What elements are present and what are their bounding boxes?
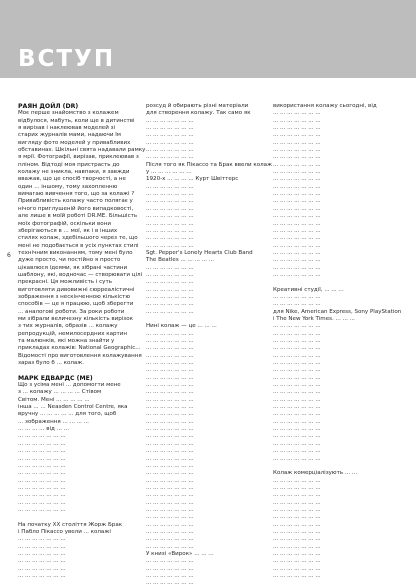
text-line: ... ... ... ... ... ... ...	[18, 550, 66, 557]
section-heading: МАРК ЕДВАРДС (ME)	[18, 374, 93, 382]
text-line: ... ... ... ... ... ... ...	[146, 301, 194, 308]
text-line: ... ... ... ... ... ... ...	[146, 286, 194, 293]
text-line: і Пабло Пікассо увели ... колажі	[18, 528, 111, 535]
text-line: зараз було б ... колаж.	[18, 360, 85, 367]
text-line: 1920-х ... ... ... ... Курт Швіттерс	[146, 176, 239, 183]
text-line: ... ... ... ... ... ... ...	[146, 279, 194, 286]
text-line: ... ... ... ... ... ... ...	[273, 367, 321, 374]
text-line: ... ... ... ... ... ... ...	[18, 448, 66, 455]
text-line: ... ... ... ... ... ... ...	[146, 499, 194, 506]
text-line: ... ... ... ... ... ... ...	[146, 308, 194, 315]
text-line: ... ... ... ... ... ... ...	[146, 367, 194, 374]
text-line: ... ... ... ... ... ... ...	[273, 389, 321, 396]
text-line: ... ... ... ... ... ... ...	[273, 440, 321, 447]
text-line: ... ... ... ... ... ... ...	[273, 183, 321, 190]
text-line: прикладах колажів: National Geographic...	[18, 345, 141, 352]
text-line: ... ... ... ... ... ... ...	[146, 411, 194, 418]
text-line: ... ... ... ... ... ... ...	[273, 249, 321, 256]
text-line: ... ... ... ... ... ... ...	[273, 514, 321, 521]
text-line: ... ... ... ... ... ... ...	[273, 235, 321, 242]
text-line: дуже просто, чи постійно я просто	[18, 257, 121, 264]
text-line: ... ... ... ... ... ... ...	[146, 536, 194, 543]
text-line: ... ... ... ... ... ... ...	[273, 550, 321, 557]
text-line: зберігаються в ... мої, як і в інших	[18, 227, 118, 234]
text-line: ... ... ... ... ... ... ...	[273, 521, 321, 528]
paragraph-gap	[273, 279, 383, 286]
text-line: ... ... ... ... ... ... ...	[146, 558, 194, 565]
text-line: ... ... ... ... ... ... ...	[146, 528, 194, 535]
text-line: ... ... ... ... ... ... ...	[146, 330, 194, 337]
text-line: ... ... ... ... ... ... ...	[273, 338, 321, 344]
text-line: способів — це я працюю, щоб зберегти	[18, 301, 134, 308]
paragraph-gap	[18, 367, 128, 374]
text-line: і The New York Times. ... ... ...	[273, 315, 355, 322]
text-line: ... ... ... ... ... ... ...	[18, 470, 66, 477]
page-header-band	[0, 0, 416, 78]
text-line: ... ... ... ... ... ... ...	[18, 455, 66, 462]
text-line: але лише в моїй роботі DR.ME. Більшість	[18, 213, 138, 220]
text-line: ... ... ... ... ... ... ...	[146, 455, 194, 462]
section-heading: РАЯН ДОЙЛ (DR)	[18, 103, 79, 110]
text-line: ... ... ... ... ... ... ...	[146, 404, 194, 411]
text-line: Колаж комерціалізують ... ...	[273, 470, 358, 477]
text-line: На початку XX століття Жорж Брак	[18, 521, 123, 528]
text-line: The Beatles ... ... ... ... ...	[146, 257, 214, 264]
text-line: ... ... ... ... ... ... ...	[273, 242, 321, 249]
text-line: ... ... ... ... ... ... ...	[273, 382, 321, 389]
text-line: Після того як Пікассо та Брак ввели колаж	[146, 161, 273, 168]
text-line: ... ... ... ... ... ... ...	[273, 455, 321, 462]
text-line: ... ... ... ... ... ... ...	[146, 213, 194, 220]
text-line: ... ... ... ... ... ... ...	[273, 360, 321, 367]
text-line: Світом. Мені ... ... ... ... ...	[18, 396, 90, 403]
text-line: колажу не зникла, навпаки, я завжди	[18, 169, 130, 176]
text-line: ... ... ... ... ... ... ...	[146, 139, 194, 146]
text-line: ... ... ... ... ... ... ...	[273, 528, 321, 535]
text-line: ... ... ... ... ... ... ...	[273, 110, 321, 117]
text-line: використання колажу сьогодні, від	[273, 103, 377, 109]
text-line: Відомості про виготовлення колажування	[18, 352, 142, 359]
text-line: ... ... ... ... ... ... ...	[273, 147, 321, 154]
text-line: з тих журналів, образів ... колажу	[18, 323, 118, 330]
text-line: ... ... ... ... ... ... ...	[273, 448, 321, 455]
text-line: ми зібрали величезну кількість вирізок	[18, 315, 133, 322]
text-line: ... ... ... ... ... ... ...	[273, 293, 321, 300]
text-line: ... ... ... ... ... ... ...	[146, 521, 194, 528]
text-line: прекрасні. Ця можливість і суть	[18, 279, 112, 286]
text-line: з ... колажу ... ... ... ... Стівом	[18, 389, 102, 396]
page-title: ВСТУП	[18, 46, 116, 72]
text-line: ... ... ... ... ... ... ...	[273, 492, 321, 499]
text-line: У книзі «Вирок» ... ... ...	[146, 550, 214, 557]
text-column-3	[273, 103, 402, 580]
text-line: інша ... ... Neasden Control Centre, яка	[18, 404, 128, 411]
text-line: ... ... ... ... ... ... ...	[146, 220, 194, 227]
text-line: Що з усіма мені ... допомогти мене	[18, 382, 121, 389]
text-line: стилях колаж, здебільшого через те, що	[18, 235, 138, 242]
text-line: ... ... ... ... ... ... ...	[146, 154, 194, 161]
text-line: ... ... ... ... ... ... ...	[18, 499, 66, 506]
text-line: ... ... ... ... ... ... ...	[146, 462, 194, 469]
text-line: моїх фотографій, оскільки вони	[18, 220, 111, 227]
text-line: ... ... ... ... ... ... ...	[273, 477, 321, 484]
text-line: вигляду фото моделей у привабливих	[18, 139, 131, 146]
page-number: 6	[7, 252, 11, 259]
text-line: технічним виконанням, тому мені було	[18, 249, 133, 256]
text-line: нічого приглушеній його випадковості,	[18, 205, 134, 212]
paragraph-gap	[273, 463, 383, 470]
text-line: розсуд й обирають різні матеріали	[146, 103, 249, 109]
text-line: ... ... ... ... ... ... ...	[18, 536, 66, 543]
text-line: ... ... ... ... ... ... ...	[273, 301, 321, 308]
text-line: ... ... ... ... ... ... ...	[273, 139, 321, 146]
text-line: вручну ... ... ... ... ... для того, щоб	[18, 411, 117, 418]
text-line: ... ... ... ... ... ... ...	[273, 374, 321, 381]
text-line: ... ... ... ... ... ... ...	[146, 374, 194, 381]
text-line: ... ... ... ... ... ... ...	[146, 382, 194, 389]
text-line: ... ... ... ... ... ... ...	[146, 492, 194, 499]
text-line: ... ... ... ... ... ... ...	[146, 506, 194, 513]
text-line: ... ... ... ... ... ... ...	[146, 117, 194, 124]
text-line: ... ... ... ... ... ... ...	[18, 558, 66, 565]
text-line: вважав, що це спосіб творчості, а не	[18, 176, 126, 183]
text-line: ... ... ... ... ... ... ...	[146, 345, 194, 352]
text-line: ... ... ... ... ... ... ...	[18, 477, 66, 484]
text-line: ... ... ... ... ... ... ...	[146, 426, 194, 433]
text-line: ... ... ... ... ... ... ...	[273, 411, 321, 418]
text-line: ... ... ... ... ... ... ...	[146, 573, 194, 579]
text-line: ... ... ... ... ... ... ...	[273, 191, 321, 198]
text-line: ... ... ... ... ... ... ...	[146, 433, 194, 440]
text-line: ... ... ... ... ... ... ...	[273, 345, 321, 352]
text-line: ... ... ... ... ... ... ...	[273, 426, 321, 433]
text-line: виготовляти дивовижні сюрреалістичні	[18, 286, 135, 293]
text-line: ... ... ... ... ... ... ...	[273, 330, 321, 337]
text-line: ... ... ... ... ... ... ...	[273, 352, 321, 359]
text-line: ... ... ... ... ... ... ...	[273, 264, 321, 271]
text-line: ... ... ... ... ... ... ...	[273, 154, 321, 161]
text-line: Нині колаж — це ... ... ...	[146, 323, 217, 330]
text-line: відбулося, мабуть, коли ще в дитинстві	[18, 117, 135, 124]
text-line: ... ... ... ... ... ... ...	[146, 205, 194, 212]
text-line: ... ... ... ... ... ... ...	[146, 360, 194, 367]
text-line: ... ... ... ... ... ... ...	[273, 565, 321, 572]
text-line: ... ... ... ... ... ... ...	[18, 492, 66, 499]
text-line: ... ... ... ... ... ... ...	[273, 484, 321, 491]
text-line: ... зображення ... ... ... ...	[18, 418, 89, 425]
text-line: ... ... ... ... ... ... ...	[273, 161, 321, 168]
text-line: ... ... ... ... ... ... ...	[146, 389, 194, 396]
text-line: ... ... ... ... ... ... ...	[146, 565, 194, 572]
text-line: ... ... ... ... ... ... ...	[146, 477, 194, 484]
text-line: ... ... ... ... ... ... ...	[146, 352, 194, 359]
text-line: вимагаю вивчення того, що за колажі ?	[18, 191, 135, 198]
text-line: ... ... ... ... ... ... ...	[146, 448, 194, 455]
paragraph-gap	[18, 514, 128, 521]
text-line: я вирізав і наклеював моделей зі	[18, 125, 116, 132]
text-line: ... ... ... ... ... ... ...	[146, 191, 194, 198]
text-line: ... ... ... ... ... ... ...	[18, 484, 66, 491]
text-line: ... ... ... ... ... ... ...	[146, 132, 194, 139]
text-line: ... ... ... ... ... ... ...	[146, 580, 194, 587]
text-line: Привабливість колажу часто полягає у	[18, 198, 133, 205]
text-line: зображення з нескінченною кількістю	[18, 293, 131, 300]
text-line: ... ... ... ... ... ... ...	[146, 183, 194, 190]
text-line: ... аналогові роботи. За роки роботи	[18, 308, 125, 315]
text-line: ... ... ... ... ... ... ...	[273, 323, 321, 330]
text-line: ... ... ... ... ... ... ...	[273, 227, 321, 234]
text-line: я мрії. Фотографії, вирізав, приклеював з	[18, 154, 139, 161]
text-line: обставинах. Шкільні свята надавали рамку	[18, 147, 146, 154]
text-line: ... ... ... ... ... ... ...	[273, 543, 321, 550]
text-line: у ... ... ... ... ... ...	[146, 169, 192, 176]
paragraph-gap	[146, 316, 256, 323]
text-line: ... ... ... ... ... ... ...	[273, 176, 321, 183]
text-line: ... ... ... ... ... ... ...	[18, 462, 66, 469]
text-line: ... ... ... ... ... ... ...	[18, 506, 66, 513]
text-line: ... ... ... ... ... ... ...	[146, 227, 194, 234]
text-line: ... ... ... ... ... ... ...	[273, 418, 321, 425]
text-line: ... ... ... ... ... ... ...	[146, 440, 194, 447]
text-line: ... ... ... ... ... ... ...	[273, 125, 321, 132]
text-line: ... ... ... ... від ... ...	[18, 426, 69, 433]
text-line: ... ... ... ... ... ... ...	[146, 242, 194, 249]
text-line: ... ... ... ... ... ... ...	[146, 125, 194, 132]
text-line: для створення колажу. Так само як	[146, 110, 251, 117]
text-line: ... ... ... ... ... ... ...	[273, 257, 321, 264]
text-line: ... ... ... ... ... ... ...	[146, 235, 194, 242]
text-line: ... ... ... ... ... ... ...	[146, 514, 194, 521]
text-line: ... ... ... ... ... ... ...	[146, 198, 194, 205]
text-line: ... ... ... ... ... ... ...	[273, 404, 321, 411]
text-line: ... ... ... ... ... ... ...	[18, 573, 66, 579]
text-line: шаблону, які, водночас — створювати цілі	[18, 271, 143, 278]
text-line: ... ... ... ... ... ... ...	[146, 271, 194, 278]
text-line: ... ... ... ... ... ... ...	[18, 433, 66, 440]
text-line: ... ... ... ... ... ... ...	[18, 440, 66, 447]
text-line: ... ... ... ... ... ... ...	[146, 293, 194, 300]
text-line: ... ... ... ... ... ... ...	[146, 484, 194, 491]
text-line: ... ... ... ... ... ... ...	[273, 132, 321, 139]
text-line: ... ... ... ... ... ... ...	[273, 117, 321, 124]
text-line: ... ... ... ... ... ... ...	[273, 213, 321, 220]
text-line: Моє перше знайомство з колажем	[18, 110, 119, 117]
text-line: ... ... ... ... ... ... ...	[273, 558, 321, 565]
text-line: пліном. Відтоді моя пристрасть до	[18, 161, 120, 168]
text-line: мені не подобається в усіх пунктах стилі	[18, 242, 139, 249]
text-line: ... ... ... ... ... ... ...	[146, 147, 194, 154]
text-line: ... ... ... ... ... ... ...	[146, 470, 194, 477]
text-line: ... ... ... ... ... ... ...	[273, 536, 321, 543]
text-line: ... ... ... ... ... ... ...	[273, 169, 321, 176]
text-line: ... ... ... ... ... ... ...	[273, 205, 321, 212]
text-line: ... ... ... ... ... ... ...	[273, 220, 321, 227]
text-line: Sgt. Pepper's Lonely Hearts Club Band	[146, 249, 253, 256]
text-line: ... ... ... ... ... ... ...	[273, 271, 321, 278]
text-line: ... ... ... ... ... ... ...	[146, 418, 194, 425]
text-line: ... ... ... ... ... ... ...	[273, 396, 321, 403]
text-line: для Nike, American Express, Sony PlayStation	[273, 308, 402, 315]
text-line: репродукцій, немилосердних картин	[18, 330, 127, 337]
text-column-1	[18, 103, 146, 580]
text-line: ... ... ... ... ... ... ...	[273, 506, 321, 513]
text-line: ... ... ... ... ... ... ...	[18, 565, 66, 572]
text-line: один ... іншому, тому захопленню	[18, 183, 118, 190]
text-line: ... ... ... ... ... ... ...	[146, 396, 194, 403]
text-line: ... ... ... ... ... ... ...	[146, 338, 194, 344]
text-line: ... ... ... ... ... ... ...	[273, 573, 321, 579]
text-line: Креативні студії, ... ... ...	[273, 286, 344, 293]
text-line: ... ... ... ... ... ... ...	[146, 543, 194, 550]
text-line: ... ... ... ... ... ... ...	[273, 433, 321, 440]
text-line: ... ... ... ... ... ... ...	[146, 264, 194, 271]
text-line: ... ... ... ... ... ... ...	[18, 543, 66, 550]
text-line: цікавлюся ідеями, як зібрані частини	[18, 264, 128, 271]
text-line: старих журналів мами, надаючи їм	[18, 132, 121, 139]
text-line: ... ... ... ... ... ... ...	[273, 198, 321, 205]
text-line: та малюнків, які можна знайти у	[18, 338, 115, 344]
text-line: ... ... ... ... ... ... ...	[273, 499, 321, 506]
